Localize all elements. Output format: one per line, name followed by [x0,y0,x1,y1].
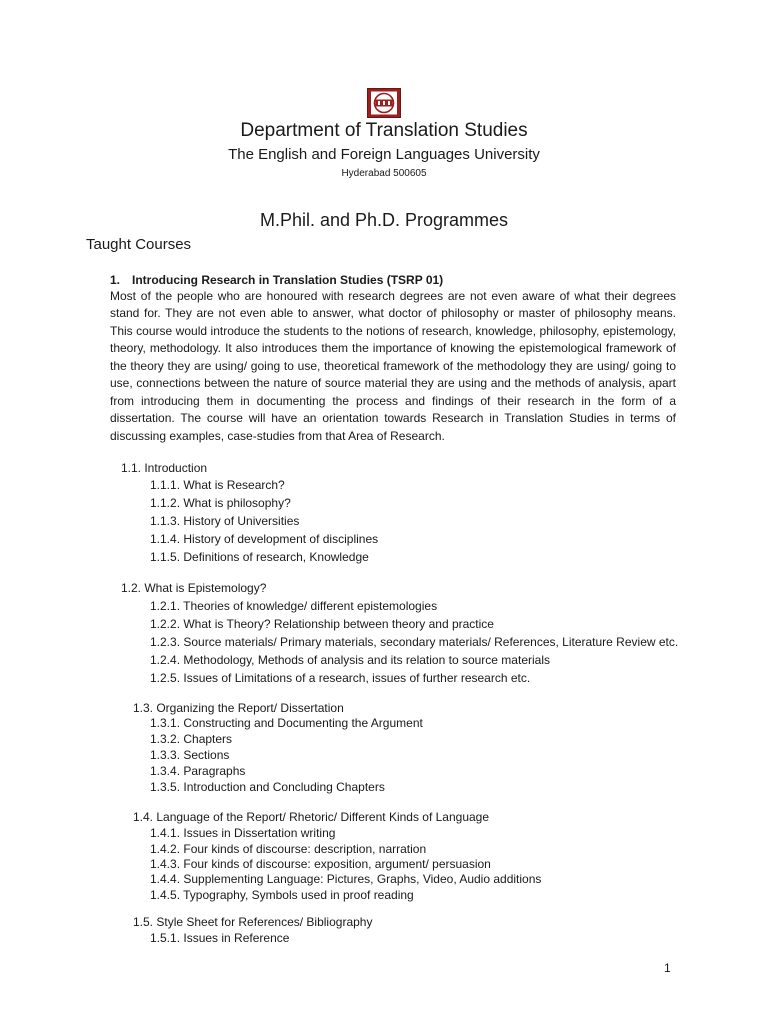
university-name: The English and Foreign Languages University [228,146,540,163]
outline-item: 1.1.2. What is philosophy? [150,496,291,510]
outline-section-title: 1.5. Style Sheet for References/ Bibliography [133,915,373,929]
section-title: Taught Courses [86,236,192,253]
outline-item: 1.2.2. What is Theory? Relationship between theory and practice [150,617,494,631]
university-logo [367,88,401,118]
outline-item: 1.1.4. History of development of disciplines [150,532,379,546]
outline-item: 1.4.1. Issues in Dissertation writing [150,826,336,840]
outline-item: 1.1.1. What is Research? [150,478,285,492]
university-city: Hyderabad 500605 [341,168,427,179]
outline-item: 1.3.3. Sections [150,748,230,762]
outline-section-title: 1.3. Organizing the Report/ Dissertation [133,701,344,715]
outline-item: 1.4.3. Four kinds of discourse: exposition, argument/ persuasion [150,857,491,871]
outline-item: 1.4.5. Typography, Symbols used in proof reading [150,888,414,902]
outline-item: 1.5.1. Issues in Reference [150,931,290,945]
department-title: Department of Translation Studies [240,120,528,141]
outline-item: 1.2.3. Source materials/ Primary materials, secondary materials/ References, Literature Review etc. [150,635,679,649]
outline-item: 1.2.5. Issues of Limitations of a research, issues of further research etc. [150,671,531,685]
outline-section-title: 1.2. What is Epistemology? [121,581,267,595]
outline-item: 1.1.5. Definitions of research, Knowledge [150,550,369,564]
course-number: 1. [110,273,121,287]
course-title: Introducing Research in Translation Studies (TSRP 01) [132,273,444,287]
page-number: 1 [664,961,671,975]
outline-item: 1.3.2. Chapters [150,732,233,746]
outline-item: 1.3.1. Constructing and Documenting the Argument [150,716,423,730]
outline-item: 1.4.4. Supplementing Language: Pictures, Graphs, Video, Audio additions [150,872,542,886]
outline-section-title: 1.1. Introduction [121,461,208,475]
outline-item: 1.3.4. Paragraphs [150,764,246,778]
course-description: Most of the people who are honoured with research degrees are not even aware of what their degrees stand for. They are not even able to answer, what doctor of philosophy or master of philosophy means. This course would introduce the students to the notions of research, knowledge, philosophy, epistemology, theory, methodology. It also introduces them the importance of knowing the epistemological framework of the theory they are using/ going to use, theoretical framework of the methodology they are using/ going to use, connections between the nature of source material they are using and the methods of analysis, apart from introducing them in documenting the process and findings of their research in the form of a dissertation. The course will have an orientation towards Research in Translation Studies in terms of discussing examples, case-studies from that Area of Research. [110,289,676,443]
outline-item: 1.3.5. Introduction and Concluding Chapters [150,780,385,794]
outline-item: 1.1.3. History of Universities [150,514,300,528]
outline-item: 1.4.2. Four kinds of discourse: description, narration [150,842,427,856]
course-heading [110,273,443,287]
outline-item: 1.2.1. Theories of knowledge/ different epistemologies [150,599,438,613]
programmes-title: M.Phil. and Ph.D. Programmes [259,210,509,230]
outline-item: 1.2.4. Methodology, Methods of analysis and its relation to source materials [150,653,550,667]
outline-section-title: 1.4. Language of the Report/ Rhetoric/ Different Kinds of Language [133,810,490,824]
